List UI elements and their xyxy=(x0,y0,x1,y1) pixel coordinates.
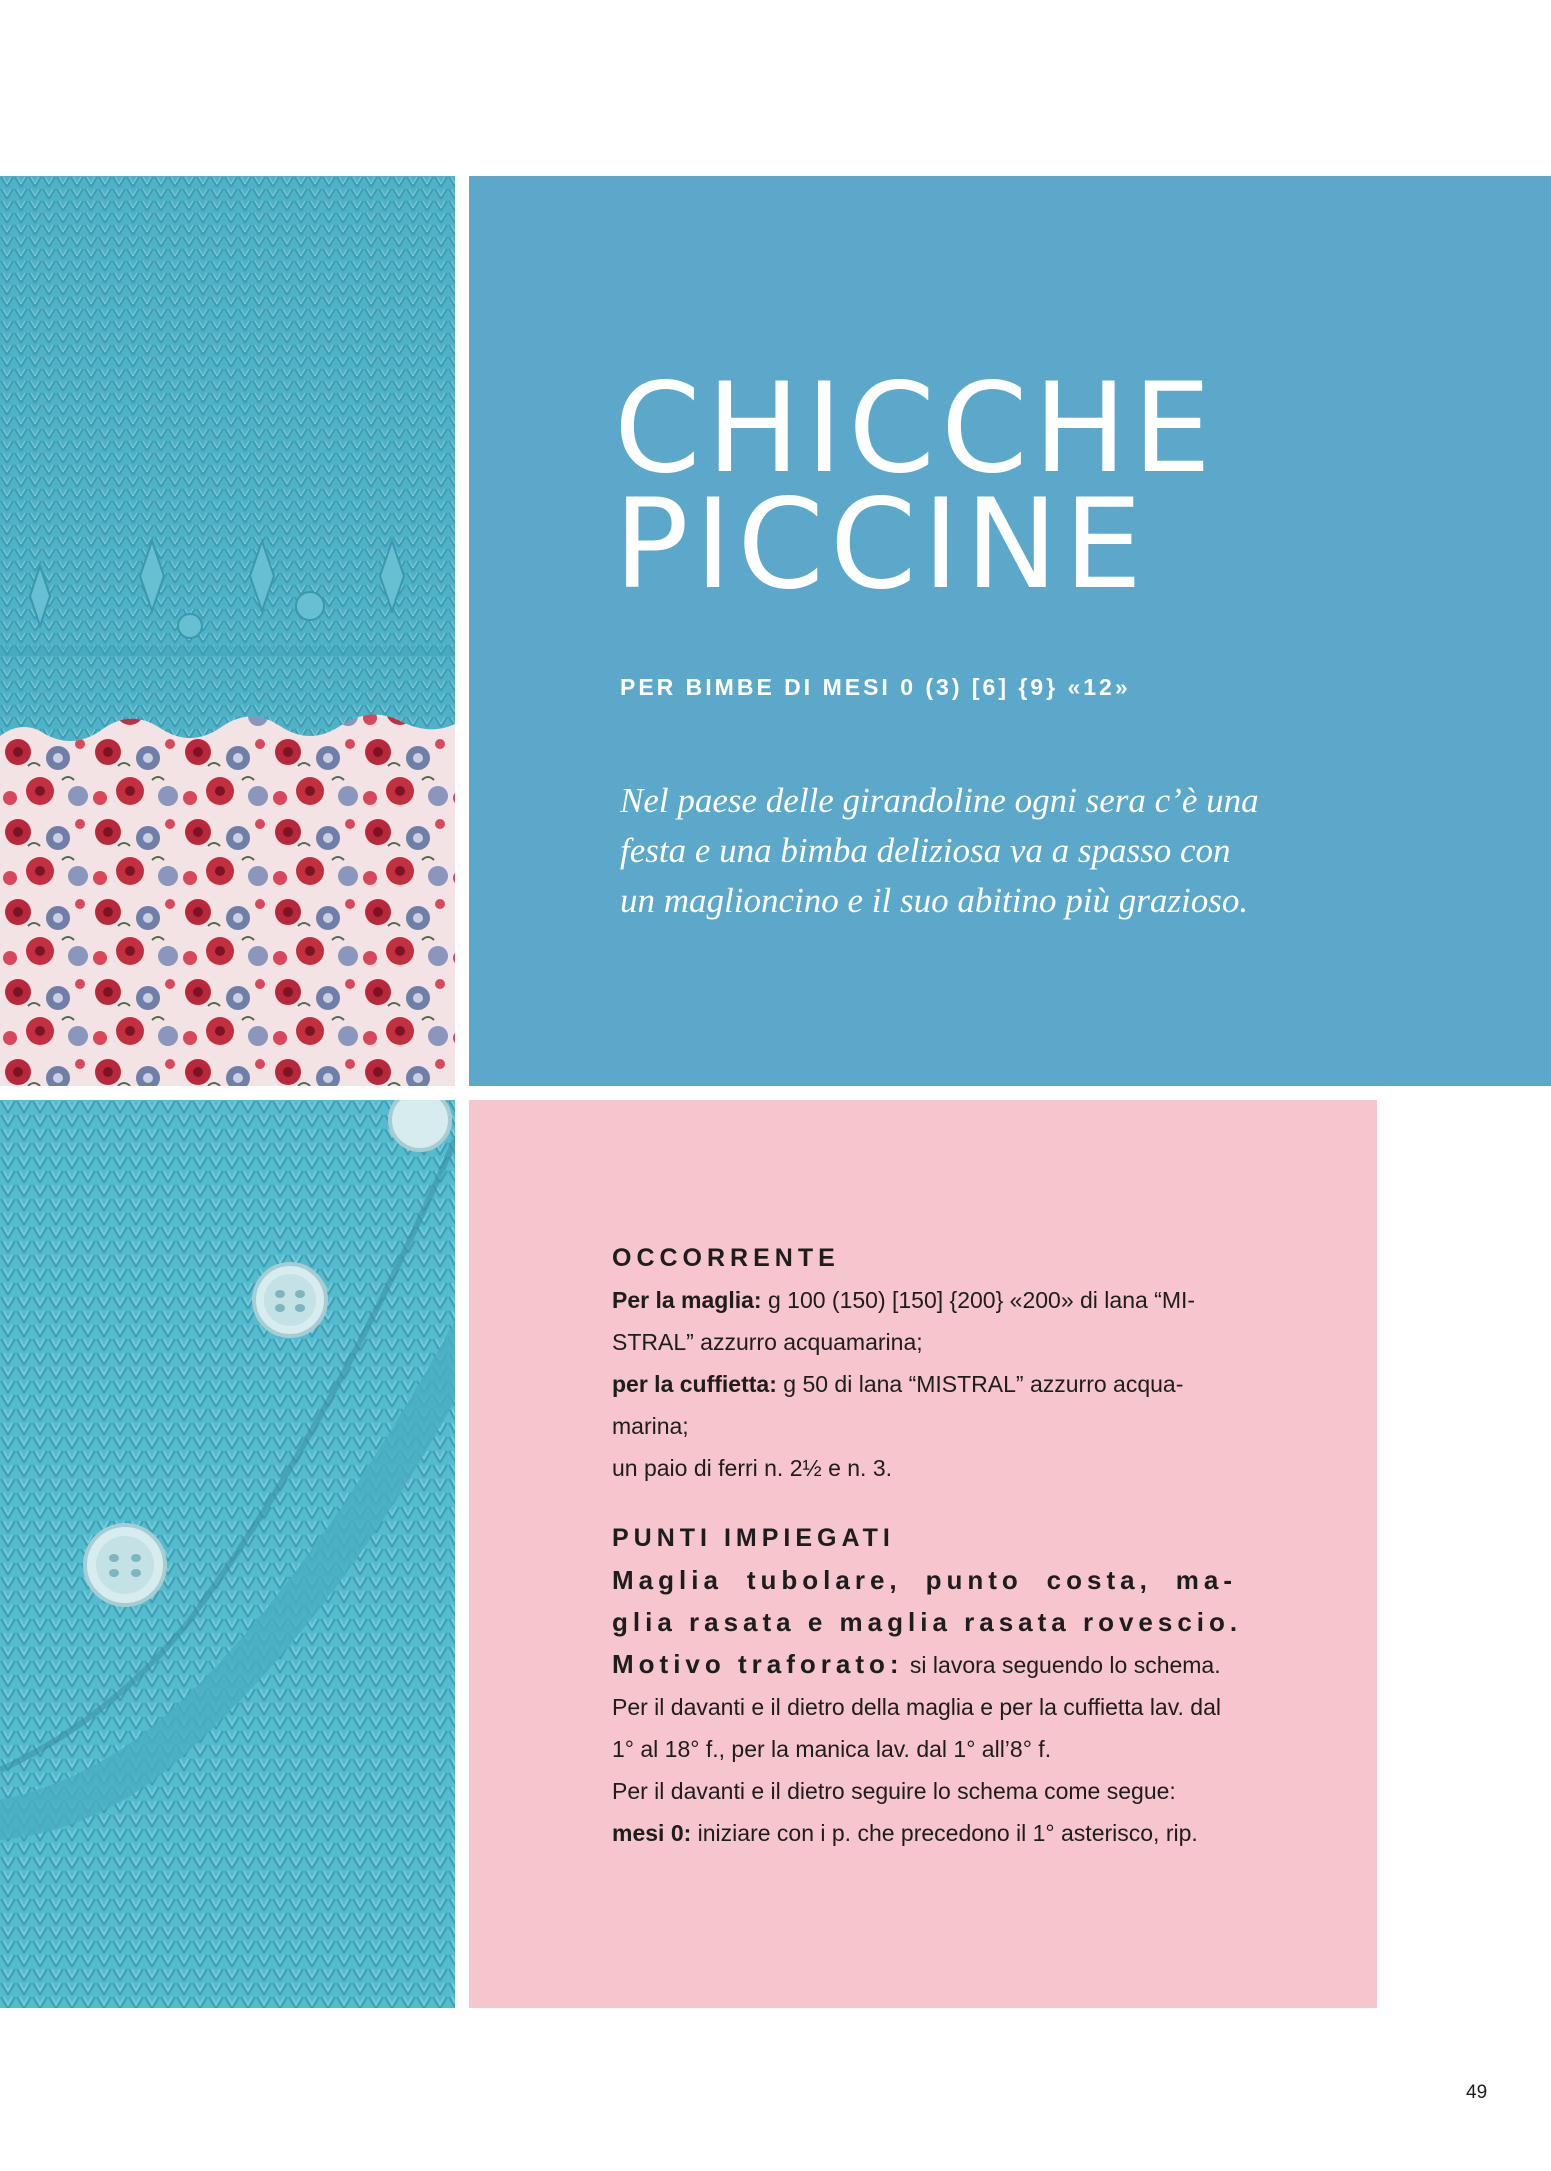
materials-label: per la cuffietta: xyxy=(612,1371,777,1397)
instructions-content xyxy=(612,1237,1243,1854)
materials-line: marina; xyxy=(612,1413,689,1439)
materials-line: STRAL” azzurro acquamarina; xyxy=(612,1329,923,1355)
instruction-line: 1° al 18° f., per la manica lav. dal 1° all’8° f. xyxy=(612,1736,1052,1762)
materials-text: g 50 di lana “MISTRAL” azzurro acqua- xyxy=(776,1371,1184,1397)
intro-line: Nel paese delle girandoline ogni sera c’è una xyxy=(620,781,1259,820)
motivo-line xyxy=(612,1643,1237,1686)
motivo-label: Motivo traforato: xyxy=(612,1649,904,1679)
instruction-line xyxy=(612,1812,1237,1854)
occorrente-heading: OCCORRENTE xyxy=(612,1244,840,1272)
materials-line xyxy=(612,1363,1237,1405)
materials-line xyxy=(612,1279,1237,1321)
punti-heading: PUNTI IMPIEGATI xyxy=(612,1524,895,1552)
motivo-text: si lavora seguendo lo schema. xyxy=(903,1652,1221,1678)
intro-line: festa e una bimba deliziosa va a spasso con xyxy=(620,831,1231,870)
title-line-1: CHICCHE xyxy=(614,357,1218,501)
page-number: 49 xyxy=(1466,2082,1488,2103)
size-subtitle: PER BIMBE DI MESI 0 (3) [6] {9} «12» xyxy=(620,674,1131,700)
materials-line: un paio di ferri n. 2½ e n. 3. xyxy=(612,1455,893,1481)
button-placket-photo xyxy=(0,1100,455,2008)
title-panel xyxy=(469,176,1551,1086)
stitches-line: Maglia tubolare, punto costa, ma- xyxy=(612,1565,1237,1595)
materials-label: Per la maglia: xyxy=(612,1287,762,1313)
materials-text: g 100 (150) [150] {200} «200» di lana “MI- xyxy=(761,1287,1196,1313)
knit-floral-photo xyxy=(0,176,455,1086)
instruction-line: Per il davanti e il dietro della maglia e per la cuffietta lav. dal xyxy=(612,1694,1221,1720)
page-title xyxy=(614,357,1218,617)
instructions-panel xyxy=(469,1100,1377,2008)
stitches-line: glia rasata e maglia rasata rovescio. xyxy=(612,1607,1243,1637)
title-line-2: PICCINE xyxy=(614,473,1149,617)
intro-line: un maglioncino e il suo abitino più grazioso. xyxy=(620,881,1249,920)
mesi-text: iniziare con i p. che precedono il 1° asterisco, rip. xyxy=(691,1820,1198,1846)
mesi-label: mesi 0: xyxy=(612,1820,692,1846)
instruction-line: Per il davanti e il dietro seguire lo schema come segue: xyxy=(612,1778,1176,1804)
intro-paragraph xyxy=(620,776,1340,926)
section-gap xyxy=(612,1489,1237,1517)
